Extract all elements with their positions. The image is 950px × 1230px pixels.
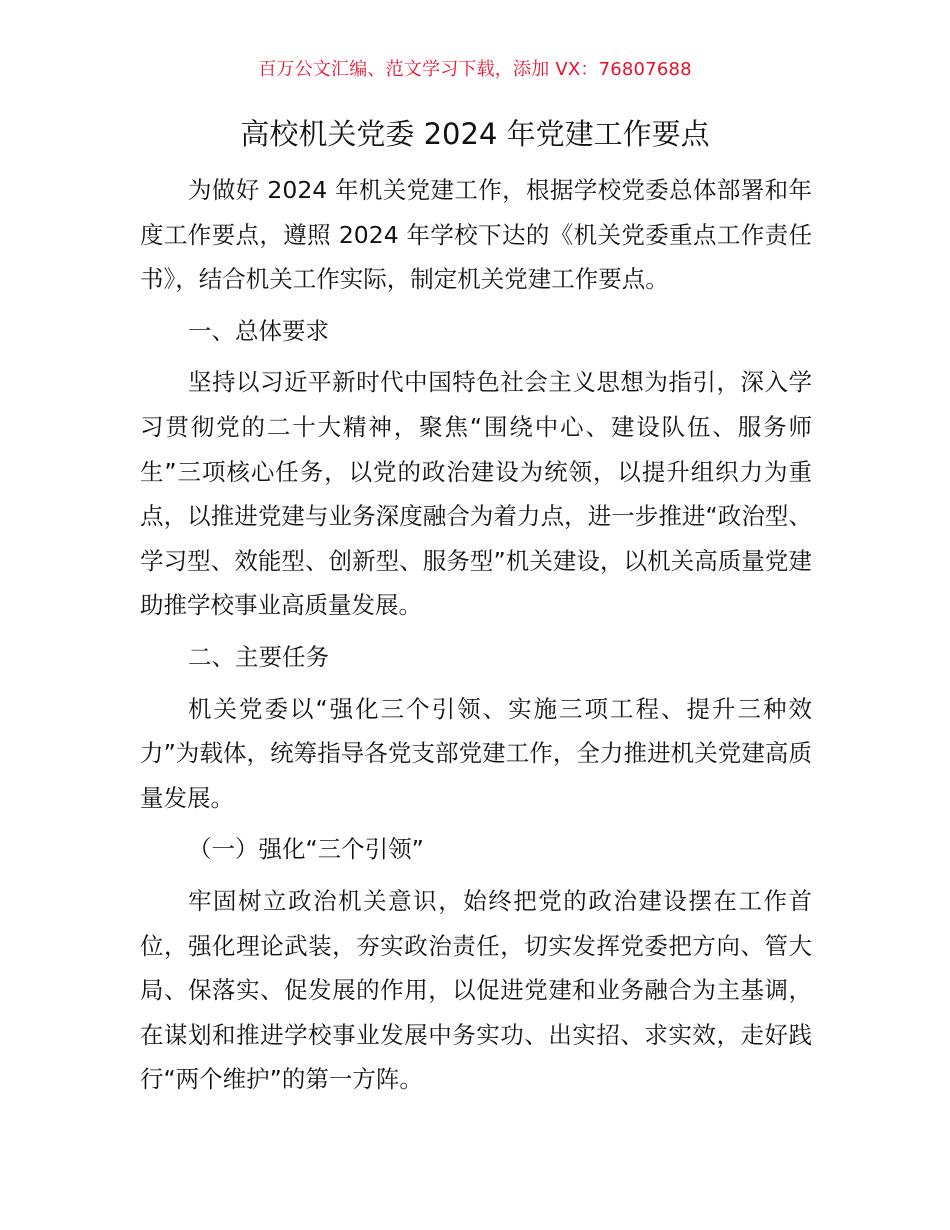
subsection-heading-three-leads: （一）强化“三个引领” [188, 835, 424, 864]
section-heading-general-requirements: 一、总体要求 [188, 316, 329, 345]
general-requirements-paragraph: 坚持以习近平新时代中国特色社会主义思想为指引，深入学习贯彻党的二十大精神，聚焦“围绕中心、建设队伍、服务师生”三项核心任务，以党的政治建设为统领，以提升组织力为重点，以推进党建与业务深度融合为着力点，进一步推进“政治型、学习型、效能型、创新型、服务型”机关建设，以机关高质量党建助推学校事业高质量发展。 [140, 368, 812, 620]
watermark-banner: 百万公文汇编、范文学习下载，添加 VX：76807688 [258, 59, 692, 80]
document-title: 高校机关党委 2024 年党建工作要点 [240, 117, 710, 151]
intro-paragraph: 为做好 2024 年机关党建工作，根据学校党委总体部署和年度工作要点，遵照 2024 年学校下达的《机关党委重点工作责任书》，结合机关工作实际，制定机关党建工作要点。 [140, 176, 812, 294]
three-leads-paragraph: 牢固树立政治机关意识，始终把党的政治建设摆在工作首位，强化理论武装，夯实政治责任，切实发挥党委把方向、管大局、保落实、促发展的作用，以促进党建和业务融合为主基调，在谋划和推进学校事业发展中务实功、出实招、求实效，走好践行“两个维护”的第一方阵。 [140, 886, 812, 1094]
section-heading-main-tasks: 二、主要任务 [188, 642, 329, 671]
main-tasks-paragraph: 机关党委以“强化三个引领、实施三项工程、提升三种效力”为载体，统筹指导各党支部党建工作，全力推进机关党建高质量发展。 [140, 694, 812, 812]
document-body [140, 168, 812, 1109]
